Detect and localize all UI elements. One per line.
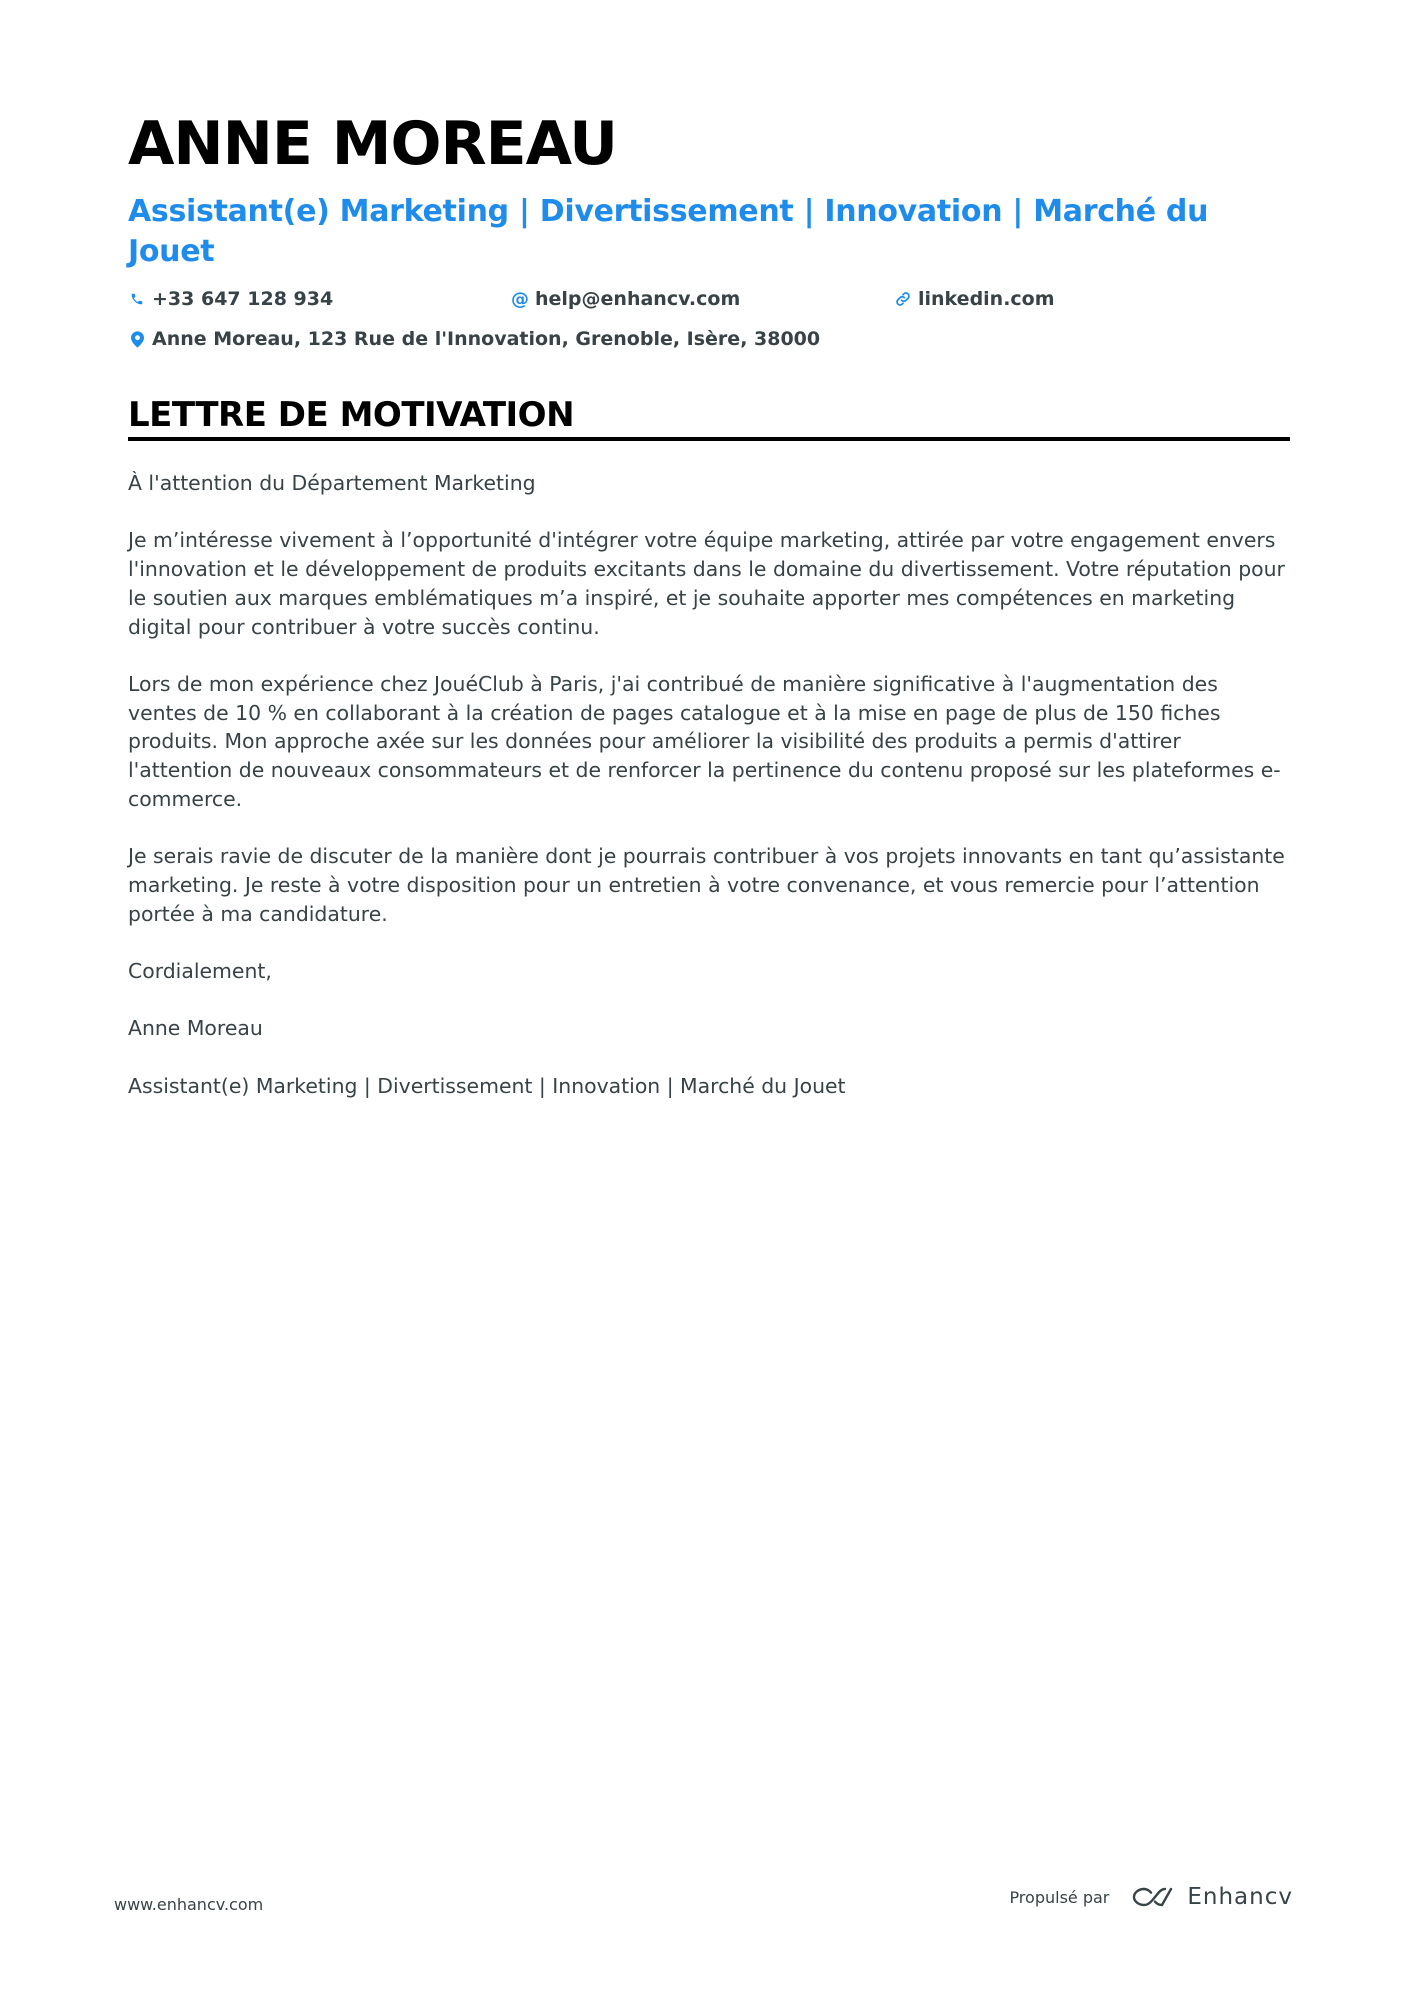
email-text[interactable]: help@enhancv.com [535, 288, 741, 310]
contact-phone [128, 286, 333, 312]
letter-body [128, 469, 1290, 1129]
header [128, 108, 1288, 366]
phone-icon [128, 290, 146, 308]
candidate-name: ANNE MOREAU [128, 109, 617, 179]
candidate-role: Assistant(e) Marketing | Divertissement | Innovation | Marché du Jouet [128, 194, 1209, 269]
footer-website[interactable]: www.enhancv.com [114, 1895, 264, 1914]
address-text: Anne Moreau, 123 Rue de l'Innovation, Grenoble, Isère, 38000 [152, 328, 821, 350]
signature-name: Anne Moreau [128, 1016, 263, 1041]
link-icon [894, 290, 912, 308]
paragraph-3: Je serais ravie de discuter de la manière dont je pourrais contribuer à vos projets innovants en tant qu’assistante marketing. Je reste à votre disposition pour un entretien à votre convenance, et vous remercie pour l’attention portée à ma candidature. [128, 844, 1285, 926]
at-icon: @ [511, 288, 529, 310]
phone-text: +33 647 128 934 [152, 288, 334, 310]
paragraph-2: Lors de mon expérience chez JouéClub à Paris, j'ai contribué de manière significative à l'augmentation des ventes de 10 % en collaborant à la création de pages catalogue et à la mise en page de plus de 150 fiches produits. Mon approche axée sur les données pour améliorer la visibilité des produits a permis d'attirer l'attention de nouveaux consommateurs et de renforcer la pertinence du contenu proposé sur les plateformes e-commerce. [128, 671, 1281, 811]
enhancv-logo-icon [1131, 1885, 1177, 1909]
signature-title: Assistant(e) Marketing | Divertissement | Innovation | Marché du Jouet [128, 1073, 846, 1098]
contact-info [128, 286, 1288, 366]
contact-address [128, 326, 820, 352]
closing: Cordialement, [128, 958, 272, 983]
salutation: À l'attention du Département Marketing [128, 471, 536, 495]
paragraph-1: Je m’intéresse vivement à l’opportunité d'intégrer votre équipe marketing, attirée par votre engagement envers l'innovation et le développement de produits excitants dans le domaine du divertissement. Votre réputation pour le soutien aux marques emblématiques m’a inspiré, et je souhaite apporter mes compétences en marketing digital pour contribuer à votre succès continu. [128, 528, 1285, 639]
contact-linkedin [894, 286, 1055, 312]
footer-branding [1009, 1884, 1293, 1910]
section-title: LETTRE DE MOTIVATION [128, 395, 575, 435]
contact-email [511, 286, 740, 312]
brand-name: Enhancv [1187, 1884, 1293, 1910]
location-pin-icon [128, 330, 146, 348]
section-divider [128, 437, 1290, 441]
powered-by-label: Propulsé par [1009, 1887, 1110, 1907]
linkedin-text[interactable]: linkedin.com [918, 288, 1055, 310]
